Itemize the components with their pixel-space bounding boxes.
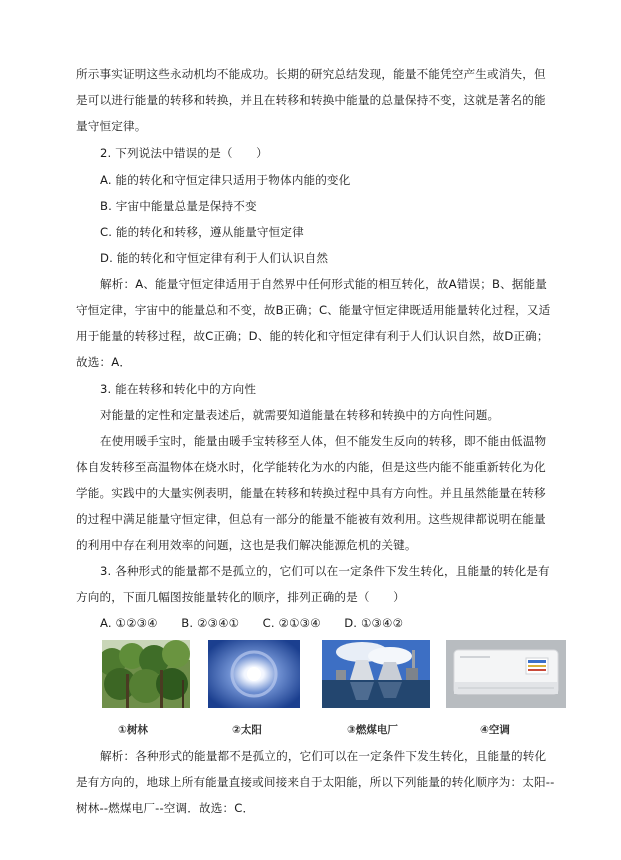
question-2-stem: 2. 下列说法中错误的是（ ） [100,146,268,160]
sun-image [208,640,300,708]
text-line: 的过程中满足能量守恒定律，但总有一部分的能量不能被有效利用。这些规律都说明在能量 [76,512,546,526]
power-plant-image [322,640,430,708]
text-line: 量守恒定律。 [76,119,147,133]
analysis-line: 解析：各种形式的能量都不是孤立的，它们可以在一定条件下发生转化，且能量的转化 [100,749,547,763]
analysis-line: 用于能量的转移过程，故C正确；D、能的转化和守恒定律有利于人们认识自然，故D正确； [76,329,549,343]
text-line: 在使用暖手宝时，能量由暖手宝转移至人体，但不能发生反向的转移，即不能由低温物 [100,434,547,448]
question-2-option-c: C. 能的转化和转移，遵从能量守恒定律 [100,225,304,239]
text-line: 对能量的定性和定量表述后，就需要知道能量在转移和转换中的方向性问题。 [100,408,500,422]
analysis-line: 守恒定律，宇宙中的能量总和不变，故B正确；C、能量守恒定律既适用能量转化过程，又适 [76,303,551,317]
forest-image [102,640,190,708]
text-line: 所示事实证明这些永动机均不能成功。长期的研究总结发现，能量不能凭空产生或消失，但 [76,67,546,81]
answer-line: 树林--燃煤电厂--空调．故选：C． [76,801,255,815]
caption-forest: ①树林 [118,724,148,736]
air-conditioner-image [446,640,566,708]
caption-air-conditioner: ④空调 [480,724,510,736]
question-3-stem: 3. 各种形式的能量都不是孤立的，它们可以在一定条件下发生转化，且能量的转化是有 [100,564,550,578]
analysis-line: 是有方向的，地球上所有能量直接或间接来自于太阳能，所以下列能量的转化顺序为：太阳-- [76,775,555,789]
text-line: 学能。实践中的大量实例表明，能量在转移和转换过程中具有方向性。并且虽然能量在转移 [76,486,546,500]
question-2-option-b: B. 宇宙中能量总量是保持不变 [100,199,257,213]
caption-sun: ②太阳 [232,724,262,736]
answer-line: 故选：A． [76,355,132,369]
question-2-option-a: A. 能的转化和守恒定律只适用于物体内能的变化 [100,173,351,187]
text-line: 体自发转移至高温物体在烧水时，化学能转化为水的内能，但是这些内能不能重新转化为化 [76,460,546,474]
question-3-options: A. ①②③④ B. ②③④① C. ②①③④ D. ①③④② [100,616,404,630]
question-2-option-d: D. 能的转化和守恒定律有利于人们认识自然 [100,251,329,265]
section-heading: 3. 能在转移和转化中的方向性 [100,382,257,396]
text-line: 是可以进行能量的转移和转换，并且在转移和转换中能量的总量保持不变，这就是著名的能 [76,93,546,107]
caption-power-plant: ③燃煤电厂 [347,724,398,736]
text-line: 的利用中存在利用效率的问题，这也是我们解决能源危机的关键。 [76,538,417,552]
analysis-line: 解析：A、能量守恒定律适用于自然界中任何形式能的相互转化，故A错误；B、据能量 [100,277,548,291]
question-3-stem: 方向的，下面几幅图按能量转化的顺序，排列正确的是（ ） [76,590,405,604]
